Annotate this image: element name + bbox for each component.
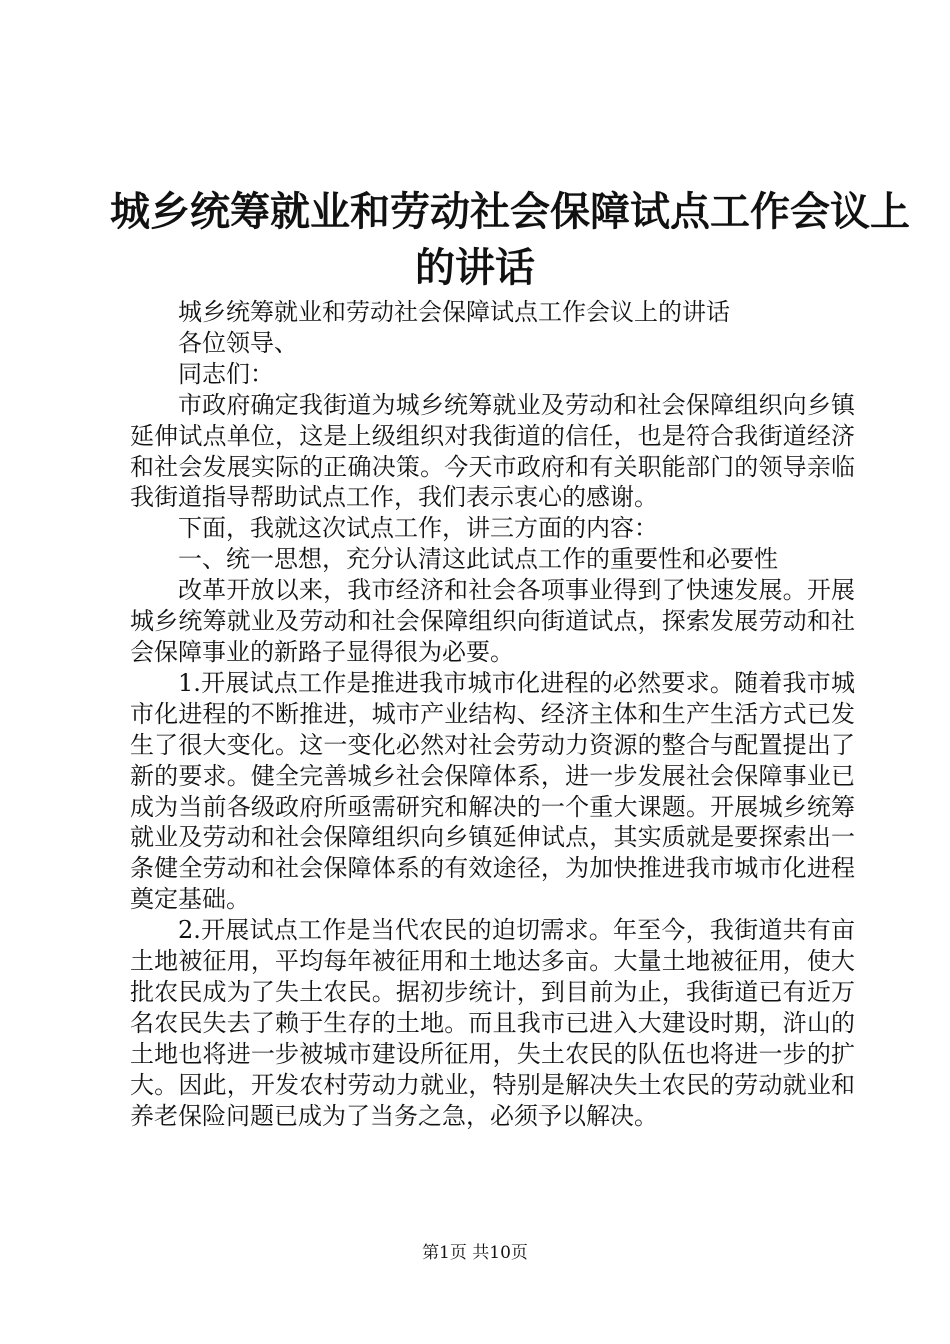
subtitle-paragraph: 城乡统筹就业和劳动社会保障试点工作会议上的讲话 (178, 298, 730, 326)
salutation-comrades: 同志们： (178, 359, 274, 388)
page-footer: 第1页 共10页 (422, 1243, 528, 1263)
section-heading: 一、统一思想，充分认清这此试点工作的重要性和必要性 (178, 545, 778, 574)
document-title-line-2: 的讲话 (415, 244, 535, 291)
body-paragraph: 改革开放以来，我市经济和社会各项事业得到了快速发展。开展城乡统筹就业及劳动和社会保障组织向街道试点，探索发展劳动和社会保障事业的新路子显得很为必要。 (130, 576, 855, 666)
body-paragraph: 下面，我就这次试点工作，讲三方面的内容： (178, 514, 658, 543)
document-body (130, 297, 855, 1131)
document-title-line-1: 城乡统筹就业和劳动社会保障试点工作会议上 (110, 188, 910, 235)
body-paragraph: 1.开展试点工作是推进我市城市化进程的必然要求。随着我市城市化进程的不断推进，城市产业结构、经济主体和生产生活方式已发生了很大变化。这一变化必然对社会劳动力资源的整合与配置提出了新的要求。健全完善城乡社会保障体系，进一步发展社会保障事业已成为当前各级政府所亟需研究和解决的一个重大课题。开展城乡统筹就业及劳动和社会保障组织向乡镇延伸试点，其实质就是要探索出一条健全劳动和社会保障体系的有效途径，为加快推进我市城市化进程奠定基础。 (130, 668, 855, 914)
salutation-leaders: 各位领导、 (178, 328, 298, 357)
body-paragraph: 市政府确定我街道为城乡统筹就业及劳动和社会保障组织向乡镇延伸试点单位，这是上级组织对我街道的信任，也是符合我街道经济和社会发展实际的正确决策。今天市政府和有关职能部门的领导亲临我街道指导帮助试点工作，我们表示衷心的感谢。 (130, 390, 855, 512)
body-paragraph: 2.开展试点工作是当代农民的迫切需求。年至今，我街道共有亩土地被征用，平均每年被征用和土地达多亩。大量土地被征用，使大批农民成为了失土农民。据初步统计，到目前为止，我街道已有近万名农民失去了赖于生存的土地。而且我市已进入大建设时期，浒山的土地也将进一步被城市建设所征用，失土农民的队伍也将进一步的扩大。因此，开发农村劳动力就业，特别是解决失土农民的劳动就业和养老保险问题已成为了当务之急，必须予以解决。 (130, 916, 855, 1130)
